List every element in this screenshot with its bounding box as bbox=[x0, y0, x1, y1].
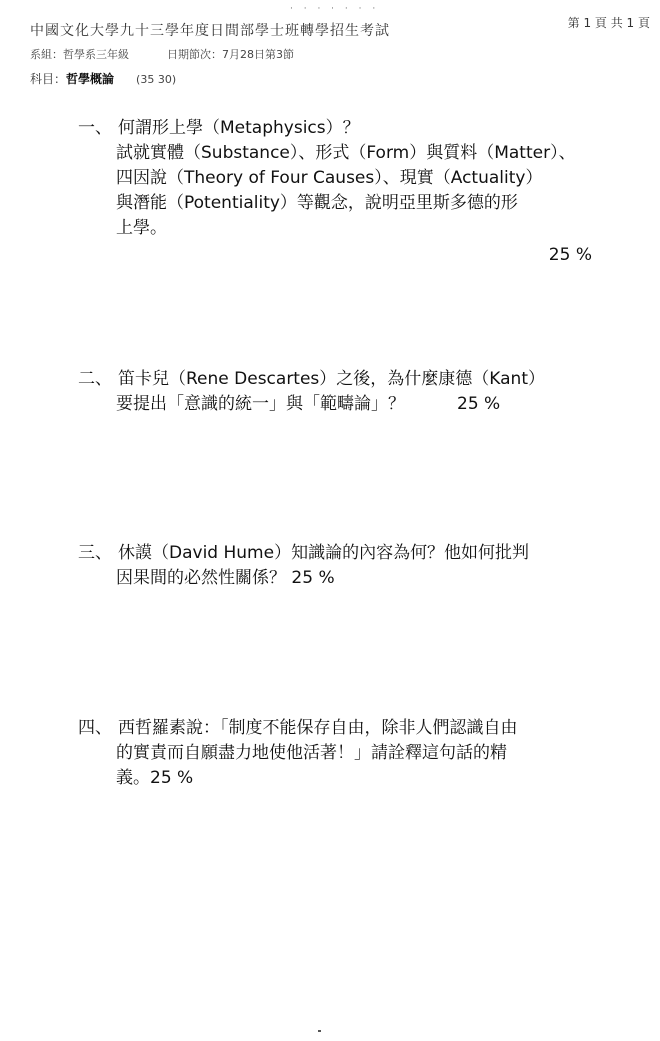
question-line: 何謂形上學（Metaphysics）？ bbox=[118, 118, 360, 138]
question-score: 25 % bbox=[457, 394, 501, 414]
schedule-label: 日期節次：7月28日第3節 bbox=[167, 48, 294, 61]
scan-artifact-dots: · · · · · · · bbox=[290, 4, 380, 14]
question-line: 上學。 bbox=[116, 218, 167, 238]
exam-title: 中國文化大學九十三學年度日間部學士班轉學招生考試 bbox=[30, 23, 390, 39]
question-number: 三、 bbox=[78, 543, 112, 563]
subject-line bbox=[30, 70, 176, 87]
question-4 bbox=[78, 716, 618, 791]
question-line: 西哲羅素說：「制度不能保存自由，除非人們認識自由 bbox=[118, 718, 518, 738]
question-line: 四因說（Theory of Four Causes）、現實（Actuality） bbox=[116, 168, 543, 188]
scan-artifact-mark bbox=[318, 1030, 321, 1032]
question-number: 一、 bbox=[78, 118, 112, 138]
question-line: 要提出「意識的統一」與「範疇論」？ bbox=[116, 394, 405, 414]
question-row bbox=[78, 392, 618, 417]
question-line: 的實責而自願盡力地使他活著！」請詮釋這句話的精 bbox=[116, 743, 507, 763]
question-number: 二、 bbox=[78, 369, 112, 389]
question-2 bbox=[78, 367, 618, 417]
question-row bbox=[78, 716, 618, 741]
question-number: 四、 bbox=[78, 718, 112, 738]
subject-prefix: 科目： bbox=[30, 72, 67, 86]
question-row bbox=[78, 367, 618, 392]
subject-name: 哲學概論 bbox=[66, 72, 115, 86]
question-line: 休謨（David Hume）知識論的內容為何？他如何批判 bbox=[118, 543, 530, 563]
department-label: 系組：哲學系三年級 bbox=[30, 48, 129, 61]
question-line: 義。25 % bbox=[116, 768, 194, 788]
question-1 bbox=[78, 116, 618, 268]
question-score: 25 % bbox=[548, 245, 592, 265]
subject-code: (35 30) bbox=[136, 73, 177, 86]
question-row bbox=[78, 116, 618, 141]
question-line: 與潛能（Potentiality）等觀念，說明亞里斯多德的形 bbox=[116, 193, 518, 213]
page-indicator: 第 1 頁 共 1 頁 bbox=[567, 16, 650, 30]
question-line: 笛卡兒（Rene Descartes）之後，為什麼康德（Kant） bbox=[118, 369, 545, 389]
question-line: 因果間的必然性關係？ 25 % bbox=[116, 568, 335, 588]
exam-meta bbox=[30, 46, 294, 62]
question-line: 試就實體（Substance）、形式（Form）與質料（Matter）、 bbox=[116, 143, 576, 163]
question-3 bbox=[78, 541, 618, 591]
question-row bbox=[78, 541, 618, 566]
